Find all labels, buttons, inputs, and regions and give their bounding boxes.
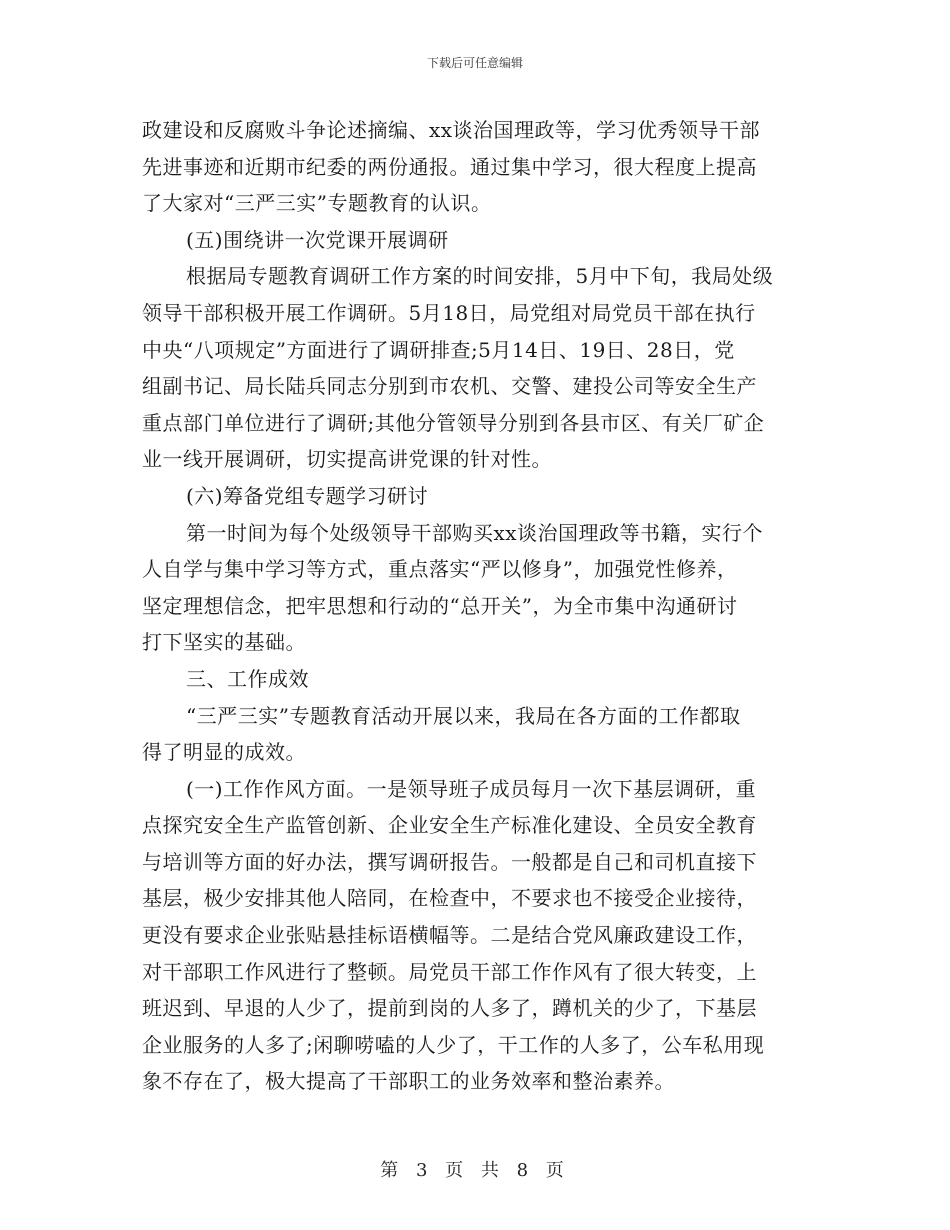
text-line: 基层，极少安排其他人陪同，在检查中，不要求也不接受企业接待， [142,886,757,911]
text-line: 组副书记、局长陆兵同志分别到市农机、交警、建投公司等安全生产 [142,374,757,399]
text-line: 先进事迹和近期市纪委的两份通报。通过集中学习，很大程度上提高 [142,154,757,179]
text-line: 对干部职工作风进行了整顿。局党员干部工作作风有了很大转变，上 [142,959,757,984]
text-line: 班迟到、早退的人少了，提前到岗的人多了，蹲机关的少了，下基层 [142,996,757,1021]
document-body [142,112,812,1100]
text-line: 企业服务的人多了;闲聊唠嗑的人少了，干工作的人多了，公车私用现 [142,1032,765,1057]
text-line: “三严三实”专题教育活动开展以来，我局在各方面的工作都取 [186,703,741,728]
text-line: (五)围绕讲一次党课开展调研 [186,227,449,252]
text-line: 得了明显的成效。 [142,740,306,765]
page-number-footer: 第 3 页 共 8 页 [380,1160,570,1181]
text-line: 政建设和反腐败斗争论述摘编、xx谈治国理政等，学习优秀领导干部 [142,118,761,142]
text-line: 业一线开展调研，切实提高讲党课的针对性。 [142,447,552,472]
text-line: 坚定理想信念，把牢思想和行动的“总开关”，为全市集中沟通研讨 [142,593,738,618]
text-line: 更没有要求企业张贴悬挂标语横幅等。二是结合党风廉政建设工作， [142,923,757,948]
text-line: (六)筹备党组专题学习研讨 [186,483,429,508]
text-line: 领导干部积极开展工作调研。5月18日，局党组对局党员干部在执行 [142,300,756,325]
text-line: 根据局专题教育调研工作方案的时间安排，5月中下旬，我局处级 [186,264,774,289]
text-line: 重点部门单位进行了调研;其他分管领导分别到各县市区、有关厂矿企 [142,410,765,435]
text-line: 点探究安全生产监管创新、企业安全生产标准化建设、全员安全教育 [142,813,757,838]
page-header-note: 下载后可任意编辑 [426,56,523,70]
text-line: 与培训等方面的好办法，撰写调研报告。一般都是自己和司机直接下 [142,849,757,874]
text-line: 人自学与集中学习等方式，重点落实“严以修身”，加强党性修养， [142,557,738,582]
text-line: 打下坚实的基础。 [142,630,306,655]
text-line: 三、工作成效 [186,666,309,691]
text-line: (一)工作作风方面。一是领导班子成员每月一次下基层调研，重 [186,776,757,801]
text-line: 第一时间为每个处级领导干部购买xx谈治国理政等书籍，实行个 [186,520,764,545]
text-line: 象不存在了，极大提高了干部职工的业务效率和整治素养。 [142,1069,675,1094]
text-line: 中央“八项规定”方面进行了调研排查;5月14日、19日、28日，党 [142,337,735,362]
text-line: 了大家对“三严三实”专题教育的认识。 [142,191,492,216]
